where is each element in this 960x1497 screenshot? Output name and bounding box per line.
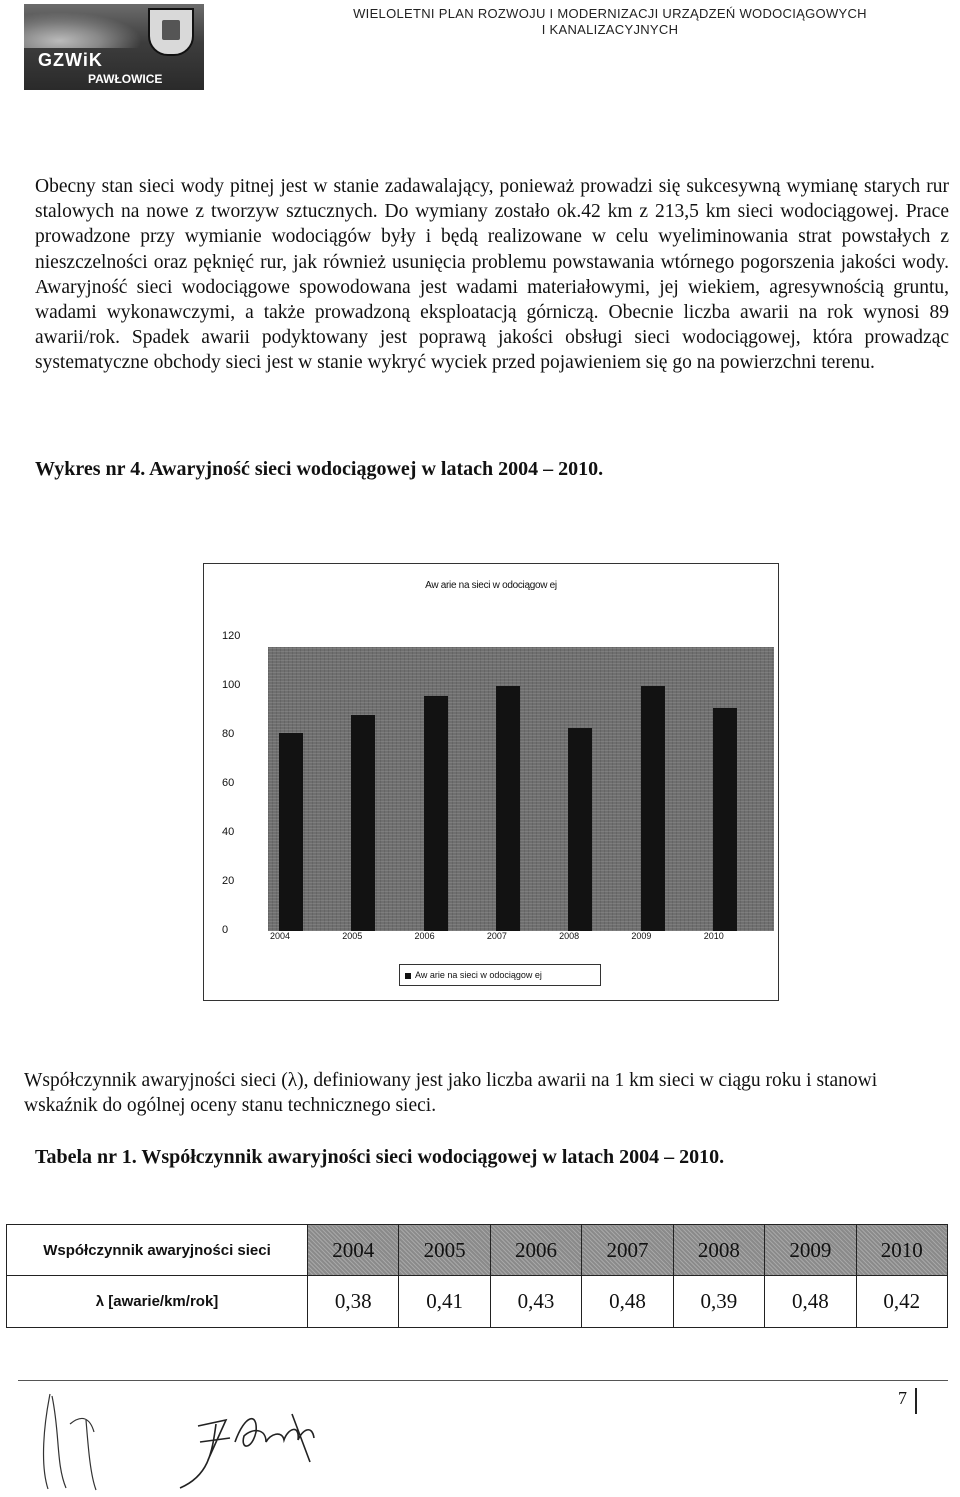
legend-swatch xyxy=(405,973,411,979)
bar-chart xyxy=(203,563,779,1001)
table-value-cell: 0,41 xyxy=(399,1276,490,1328)
table-year-cell: 2010 xyxy=(856,1225,947,1276)
table-value-cell: 0,39 xyxy=(673,1276,764,1328)
table-row-label: λ [awarie/km/rok] xyxy=(7,1276,308,1328)
table-value-cell: 0,42 xyxy=(856,1276,947,1328)
logo-name: GZWiK xyxy=(38,50,103,70)
bar-2010 xyxy=(713,708,737,931)
y-tick-label: 120 xyxy=(222,630,241,642)
table-year-cell: 2004 xyxy=(308,1225,399,1276)
chart-title: Aw arie na sieci w odociągow ej xyxy=(425,580,557,591)
handwritten-signature xyxy=(30,1384,350,1494)
logo-subtitle: PAWŁOWICE xyxy=(88,72,163,86)
logo-graphic xyxy=(24,12,142,48)
chart-caption: Wykres nr 4. Awaryjność sieci wodociągowej w latach 2004 – 2010. xyxy=(35,458,604,480)
bar-2008 xyxy=(568,728,592,931)
header-title-line2: I KANALIZACYJNYCH xyxy=(541,22,679,37)
x-tick-label: 2010 xyxy=(703,931,724,941)
table-value-cell: 0,48 xyxy=(765,1276,856,1328)
table-year-cell: 2006 xyxy=(490,1225,581,1276)
y-tick-label: 40 xyxy=(222,826,235,838)
x-tick-label: 2004 xyxy=(269,931,291,941)
table-value-cell: 0,43 xyxy=(490,1276,581,1328)
table-year-cell: 2005 xyxy=(399,1225,490,1276)
table-header-row xyxy=(7,1225,948,1276)
y-tick-label: 20 xyxy=(222,875,235,887)
x-tick-label: 2008 xyxy=(559,931,580,941)
table-value-cell: 0,38 xyxy=(308,1276,399,1328)
legend-label: Aw arie na sieci w odociągow ej xyxy=(415,970,542,980)
table-year-cell: 2007 xyxy=(582,1225,673,1276)
bar-2006 xyxy=(424,696,448,931)
chart-legend xyxy=(399,964,601,986)
x-tick-label: 2009 xyxy=(631,931,652,941)
table-year-cell: 2009 xyxy=(765,1225,856,1276)
x-tick-label: 2006 xyxy=(414,931,435,941)
table-row xyxy=(7,1276,948,1328)
coat-of-arms-icon xyxy=(148,8,194,56)
body-paragraph-1: Obecny stan sieci wody pitnej jest w stanie zadawalający, ponieważ prowadzi się sukcesywną wymianę starych rur stalowych na nowe z tworzyw sztucznych. Do wymiany zostało ok.42 km z 213,5 km sieci wodociągowej. Prace prowadzone przy wymianie wodociągów były i będą realizowane w celu wyeliminowania strat powstałych z nieszczelności oraz pęknięć rur, jak również usunięcia problemu powstawania wtórnego pogorszenia jakości wody. Awaryjność sieci wodociągowe spowodowana jest wadami materiałowymi, jej wiekiem, agresywnością gruntu, wadami wykonawczymi, a także prowadzoną eksploatacją górniczą. Obecnie liczba awarii na rok wynosi 89 awarii/rok. Spadek awarii podyktowany jest poprawą jakości obsługi sieci wodociągowej, która prowadząc systematyczne obchody sieci jest w stanie wykryć wyciek przed pojawieniem się go na powierzchni terenu. xyxy=(35,176,949,374)
failure-rate-table xyxy=(6,1224,948,1328)
company-logo xyxy=(24,4,204,90)
table-value-cell: 0,48 xyxy=(582,1276,673,1328)
y-tick-label: 100 xyxy=(222,679,241,691)
bar-2004 xyxy=(279,733,303,931)
plot-area xyxy=(268,647,774,931)
y-tick-label: 60 xyxy=(222,777,235,789)
bar-2007 xyxy=(496,686,520,931)
bar-2009 xyxy=(641,686,665,931)
header-title-line1: WIELOLETNI PLAN ROZWOJU I MODERNIZACJI URZĄDZEŃ WODOCIĄGOWYCH xyxy=(353,6,867,21)
table-caption: Tabela nr 1. Współczynnik awaryjności sieci wodociągowej w latach 2004 – 2010. xyxy=(35,1146,725,1168)
footer-divider xyxy=(18,1380,948,1381)
table-year-cell: 2008 xyxy=(673,1225,764,1276)
table-header-label: Współczynnik awaryjności sieci xyxy=(7,1225,308,1276)
y-tick-label: 0 xyxy=(222,924,229,936)
x-tick-label: 2007 xyxy=(486,931,507,941)
x-tick-label: 2005 xyxy=(342,931,363,941)
document-header xyxy=(290,6,930,38)
page-number: 7 xyxy=(898,1388,907,1408)
bar-2005 xyxy=(351,715,375,931)
y-tick-label: 80 xyxy=(222,728,235,740)
body-paragraph-2: Współczynnik awaryjności sieci (λ), definiowany jest jako liczba awarii na 1 km sieci w ciągu roku i stanowi wskaźnik do ogólnej oceny stanu technicznego sieci. xyxy=(24,1070,878,1116)
